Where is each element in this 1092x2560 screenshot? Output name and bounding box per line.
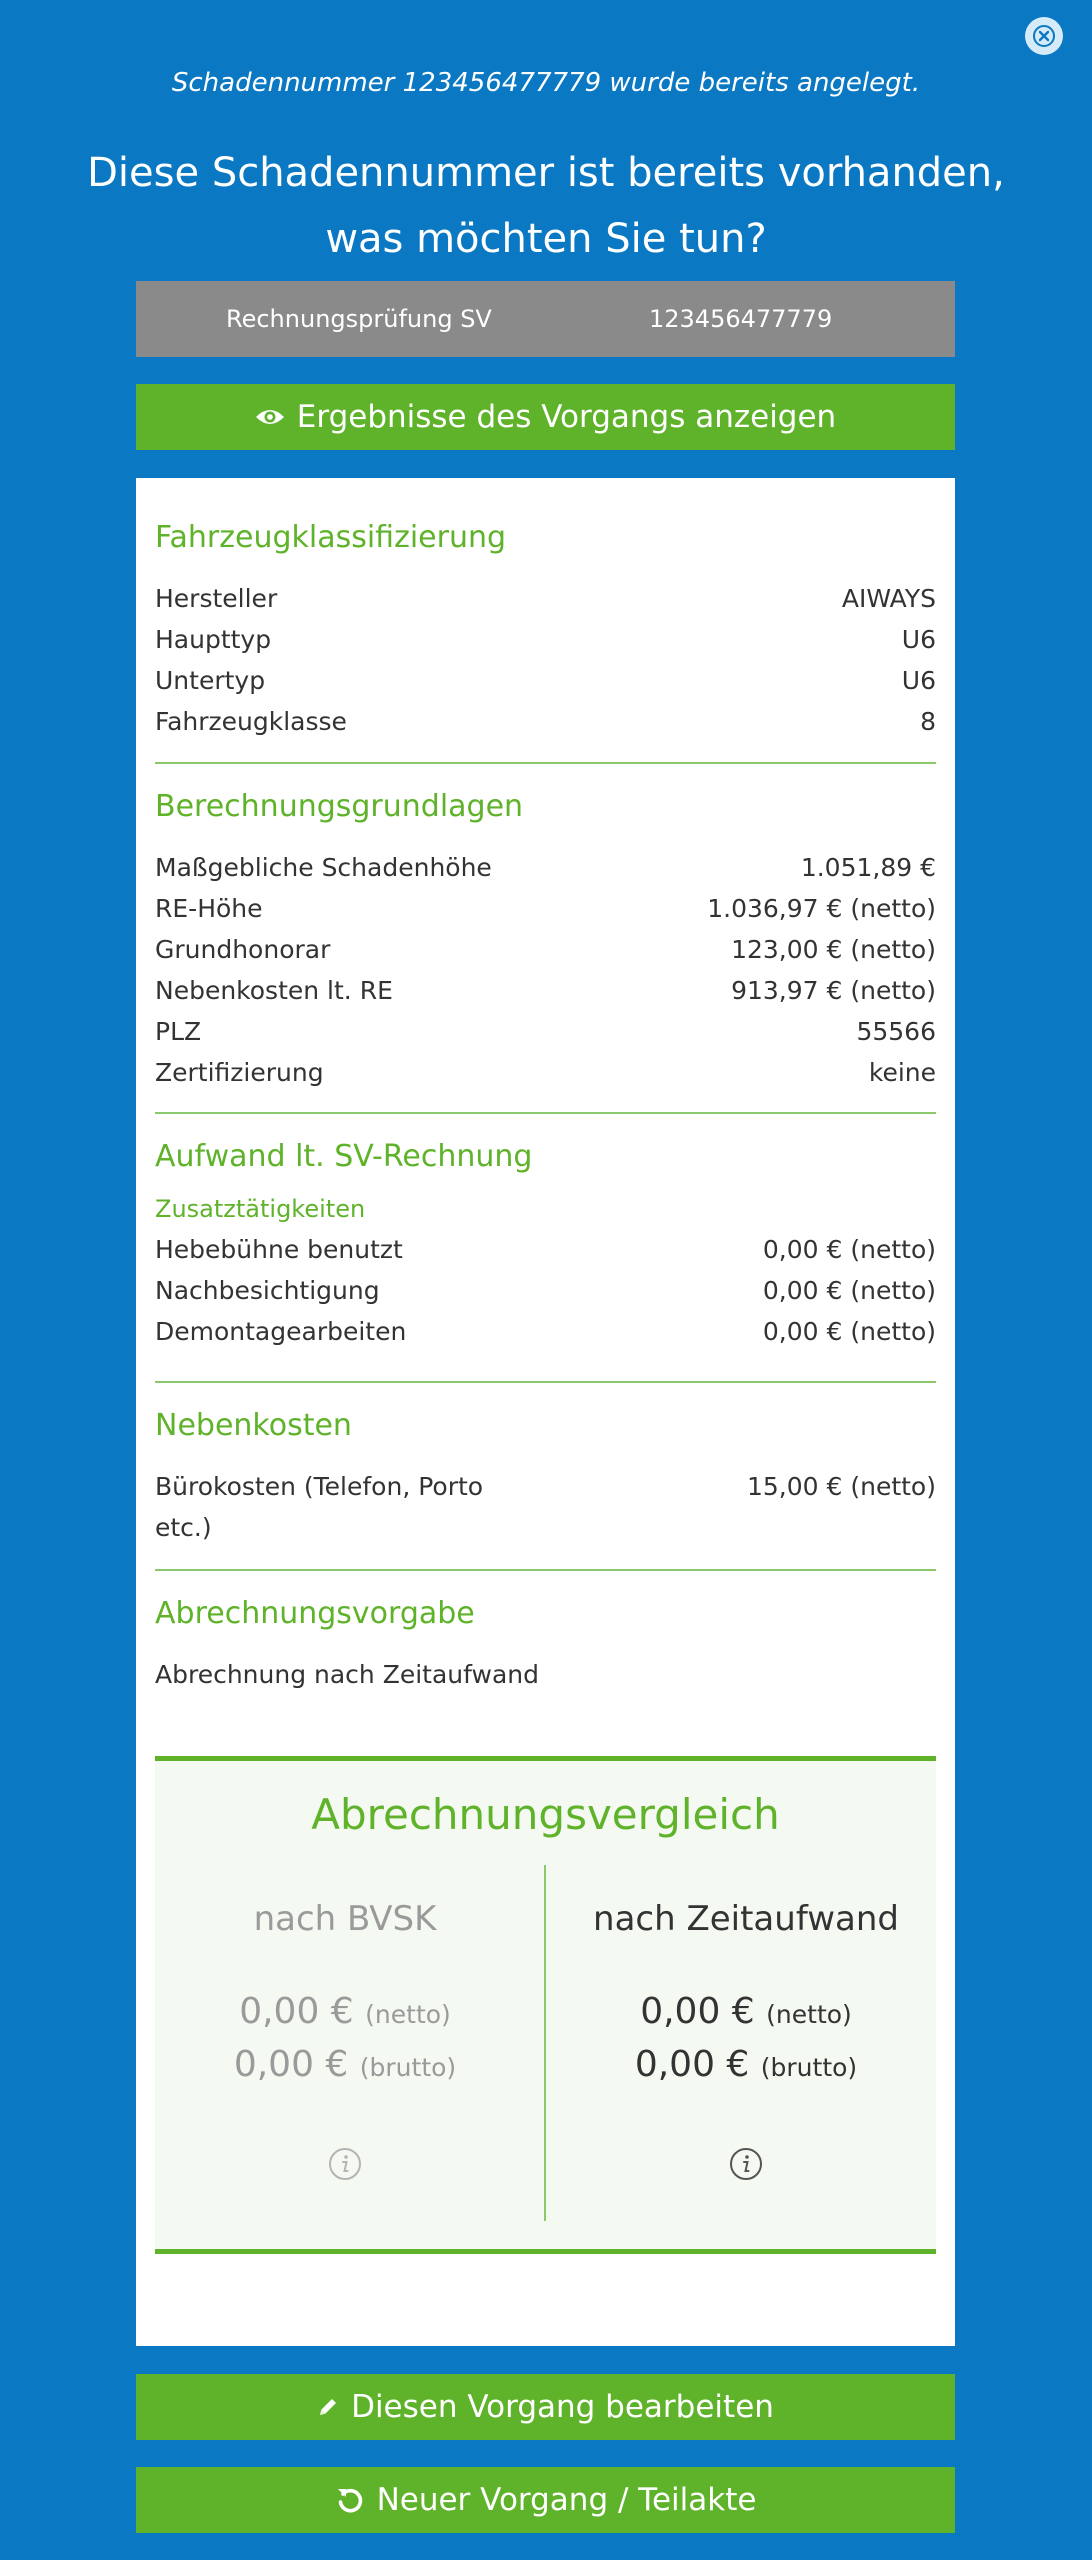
row-value: AIWAYS	[841, 584, 936, 613]
row-value: 0,00 € (netto)	[762, 1276, 936, 1305]
refresh-icon	[335, 2485, 365, 2515]
title-line-1: Diese Schadennummer ist bereits vorhanden,	[87, 150, 1005, 196]
subsection-title: Zusatztätigkeiten	[155, 1195, 366, 1223]
amount-value: 0,00 €	[640, 1991, 755, 2032]
section-title: Fahrzeugklassifizierung	[155, 520, 507, 555]
show-results-label: Ergebnisse des Vorgangs anzeigen	[296, 399, 837, 435]
brutto-amount	[155, 2044, 535, 2085]
list-item	[155, 888, 936, 929]
list-item	[155, 1270, 936, 1311]
row-label: Bürokosten (Telefon, Porto etc.)	[155, 1472, 484, 1542]
amount-suffix: (netto)	[365, 2000, 451, 2029]
netto-amount	[556, 1991, 936, 2032]
comparison-title: Abrechnungsvergleich	[311, 1790, 780, 1839]
list-item	[155, 619, 936, 660]
list-item	[155, 1654, 936, 1695]
case-number: 123456477779	[649, 305, 833, 333]
list-item	[155, 1011, 936, 1052]
comparison-column-time	[556, 1761, 936, 2249]
row-label: Hersteller	[155, 584, 278, 613]
calculation-basis-section	[155, 785, 936, 1093]
info-icon[interactable]	[328, 2147, 362, 2181]
row-value: 123,00 € (netto)	[731, 935, 936, 964]
case-type-label: Rechnungsprüfung SV	[226, 305, 492, 333]
amount-suffix: (brutto)	[760, 2053, 858, 2082]
row-label: Demontagearbeiten	[155, 1317, 407, 1346]
info-icon[interactable]	[729, 2147, 763, 2181]
amount-value: 0,00 €	[239, 1991, 354, 2032]
row-label: PLZ	[155, 1017, 202, 1046]
row-value: 55566	[856, 1017, 936, 1046]
section-title: Berechnungsgrundlagen	[155, 789, 524, 824]
column-heading: nach BVSK	[253, 1899, 437, 1939]
edit-case-button[interactable]	[136, 2374, 955, 2440]
incidental-costs-section	[155, 1404, 936, 1548]
billing-default-section	[155, 1592, 936, 1695]
case-info-bar	[136, 281, 955, 357]
row-value: 15,00 € (netto)	[746, 1472, 936, 1501]
list-item	[155, 847, 936, 888]
expense-section	[155, 1135, 936, 1352]
list-item	[155, 1311, 936, 1352]
row-value: 0,00 € (netto)	[762, 1317, 936, 1346]
close-icon	[1033, 25, 1055, 47]
row-value: U6	[901, 625, 936, 654]
row-value: U6	[901, 666, 936, 695]
section-title: Aufwand lt. SV-Rechnung	[155, 1139, 533, 1174]
comparison-column-bvsk	[155, 1761, 535, 2249]
section-divider	[155, 1569, 936, 1571]
section-divider	[155, 1112, 936, 1114]
title-line-2: was möchten Sie tun?	[325, 216, 767, 262]
row-value: keine	[868, 1058, 936, 1087]
row-label: Hebebühne benutzt	[155, 1235, 403, 1264]
list-item	[155, 578, 936, 619]
new-case-label: Neuer Vorgang / Teilakte	[376, 2482, 757, 2518]
column-heading: nach Zeitaufwand	[593, 1899, 899, 1939]
vehicle-classification-section	[155, 516, 936, 742]
list-item	[155, 1466, 936, 1548]
case-summary-card	[136, 478, 955, 2346]
duplicate-notice: Schadennummer 123456477779 wurde bereits angelegt.	[171, 68, 921, 98]
row-label: Untertyp	[155, 666, 266, 695]
row-value: 0,00 € (netto)	[762, 1235, 936, 1264]
show-results-button[interactable]	[136, 384, 955, 450]
row-label: Nachbesichtigung	[155, 1276, 380, 1305]
row-label: Haupttyp	[155, 625, 272, 654]
pencil-icon	[317, 2396, 339, 2418]
netto-amount	[155, 1991, 535, 2032]
amount-suffix: (netto)	[766, 2000, 852, 2029]
list-item	[155, 970, 936, 1011]
row-value: 8	[920, 707, 936, 736]
edit-case-label: Diesen Vorgang bearbeiten	[351, 2389, 774, 2425]
list-item	[155, 1052, 936, 1093]
amount-value: 0,00 €	[634, 2044, 750, 2085]
row-label: RE-Höhe	[155, 894, 263, 923]
amount-suffix: (brutto)	[359, 2053, 457, 2082]
list-item	[155, 929, 936, 970]
list-item	[155, 1229, 936, 1270]
brutto-amount	[556, 2044, 936, 2085]
row-value: 913,97 € (netto)	[731, 976, 936, 1005]
section-title: Abrechnungsvorgabe	[155, 1596, 475, 1631]
row-label: Maßgebliche Schadenhöhe	[155, 853, 492, 882]
new-case-button[interactable]	[136, 2467, 955, 2533]
billing-method: Abrechnung nach Zeitaufwand	[155, 1660, 539, 1689]
page-title	[60, 140, 1032, 272]
comparison-divider	[544, 1865, 546, 2221]
list-item	[155, 660, 936, 701]
section-title: Nebenkosten	[155, 1408, 352, 1443]
row-label: Grundhonorar	[155, 935, 331, 964]
section-divider	[155, 762, 936, 764]
row-label: Zertifizierung	[155, 1058, 324, 1087]
section-divider	[155, 1381, 936, 1383]
billing-comparison	[155, 1756, 936, 2254]
row-label: Nebenkosten lt. RE	[155, 976, 393, 1005]
row-value: 1.036,97 € (netto)	[707, 894, 936, 923]
amount-value: 0,00 €	[233, 2044, 349, 2085]
row-value: 1.051,89 €	[800, 853, 936, 882]
eye-icon	[255, 407, 285, 427]
list-item	[155, 701, 936, 742]
row-label: Fahrzeugklasse	[155, 707, 347, 736]
close-button[interactable]	[1025, 17, 1063, 55]
